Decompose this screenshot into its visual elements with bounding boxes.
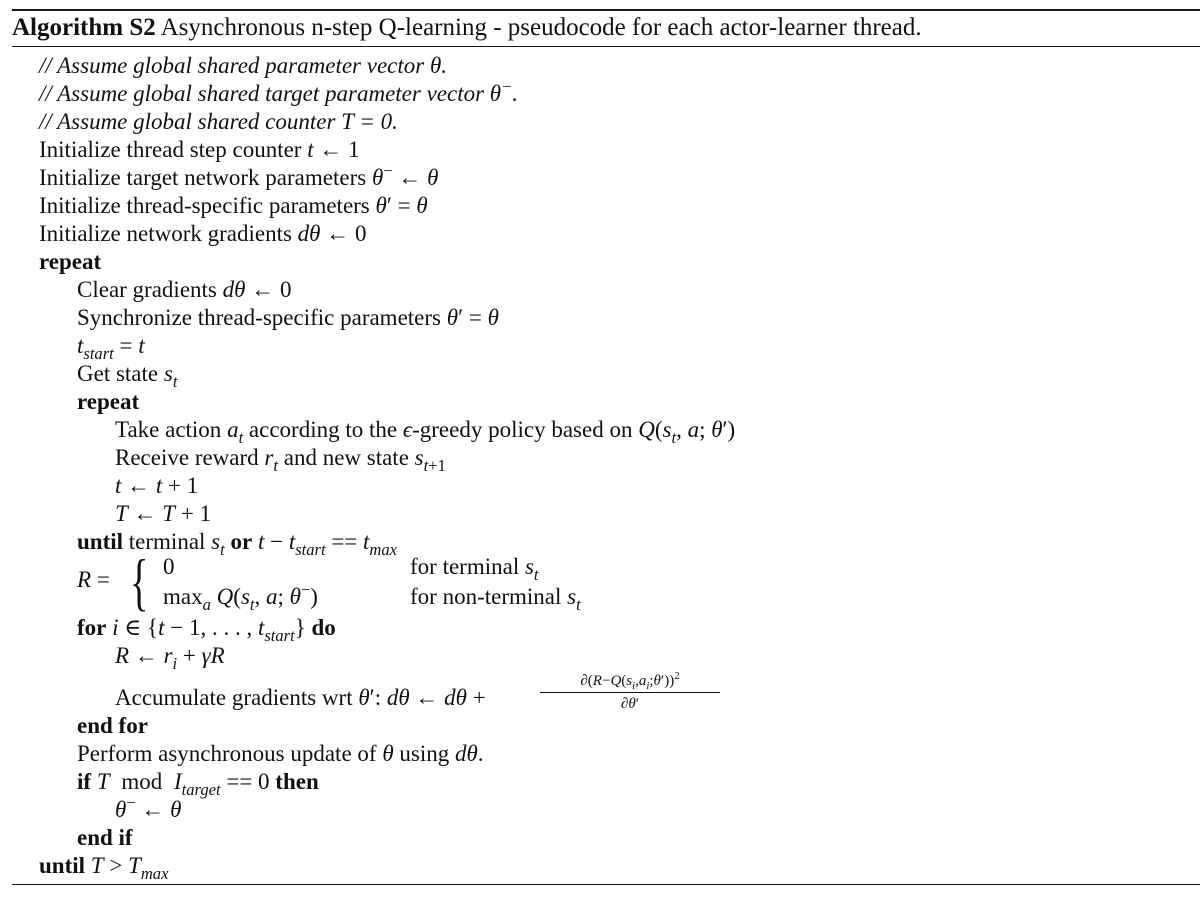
- end-if: end if: [77, 825, 133, 850]
- gradient-fraction: [540, 672, 720, 713]
- until-inner: until terminal $s_t$ or $t - t_{start} == t_{max}$: [77, 529, 397, 559]
- async-update: Perform asynchronous update of θ using dθ.: [77, 741, 484, 766]
- case-nonterminal-cond: for non-terminal $s_t$: [410, 584, 581, 614]
- end-for: end for: [77, 713, 148, 738]
- for-loop: for i ∈ {t − 1, . . . , $t_{start}$} do: [77, 615, 336, 645]
- init-thread-params: Initialize thread-specific parameters θ′ = θ: [39, 193, 428, 218]
- cases-brace: {: [130, 546, 149, 617]
- fraction-denominator: ∂θ′: [620, 696, 640, 712]
- repeat-outer: repeat: [39, 249, 102, 274]
- increment-T: T ← T + 1: [115, 501, 212, 526]
- update-R: R ← $r_i + \gamma R$: [115, 643, 225, 673]
- caption-rule: [12, 46, 1200, 47]
- return-R-label: R =: [77, 567, 110, 592]
- init-step-counter: Initialize thread step counter t ← 1: [39, 137, 360, 162]
- bottom-rule: [12, 884, 1200, 885]
- repeat-inner: repeat: [77, 389, 140, 414]
- case-terminal-value: 0: [163, 554, 175, 579]
- increment-t: t ← t + 1: [115, 473, 199, 498]
- accumulate-gradients: Accumulate gradients wrt θ′: dθ ← dθ +: [115, 685, 486, 710]
- algorithm-caption: [12, 13, 922, 43]
- t-start-assign: $t_{start} = t$: [77, 333, 145, 363]
- init-target-params: Initialize target network parameters θ− ← θ: [39, 160, 439, 190]
- fraction-numerator: $\partial(R-Q(s_i,a_i;\theta'))^2$: [580, 670, 680, 692]
- until-outer: until $T > T_{max}$: [39, 853, 169, 883]
- if-target-update: if T mod $I_{target} == 0$ then: [77, 769, 319, 799]
- comment-line-2: // Assume global shared target parameter vector θ−.: [39, 76, 519, 106]
- sync-params: Synchronize thread-specific parameters θ′ = θ: [77, 305, 499, 330]
- receive-reward: Receive reward $r_t$ and new state $s_{t+1}$: [115, 445, 446, 475]
- case-nonterminal-value: $\max_a Q(s_t$, a; θ−): [163, 579, 318, 614]
- comment-line-3: // Assume global shared counter T = 0.: [39, 109, 398, 134]
- comment-line-1: // Assume global shared parameter vector θ.: [39, 53, 448, 78]
- copy-target: θ− ← θ: [115, 792, 182, 822]
- algorithm-title: Asynchronous n-step Q-learning - pseudocode for each actor-learner thread.: [155, 14, 922, 41]
- take-action: Take action $a_t$ according to the ϵ-greedy policy based on $Q(s_t$, a; θ′): [115, 417, 736, 447]
- top-rule: [12, 9, 1200, 11]
- case-terminal-cond: for terminal $s_t$: [410, 554, 539, 584]
- init-gradients: Initialize network gradients dθ ← 0: [39, 221, 367, 246]
- algorithm-label: Algorithm S2: [12, 14, 156, 41]
- clear-gradients: Clear gradients dθ ← 0: [77, 277, 292, 302]
- get-state: Get state $s_t$: [77, 361, 178, 391]
